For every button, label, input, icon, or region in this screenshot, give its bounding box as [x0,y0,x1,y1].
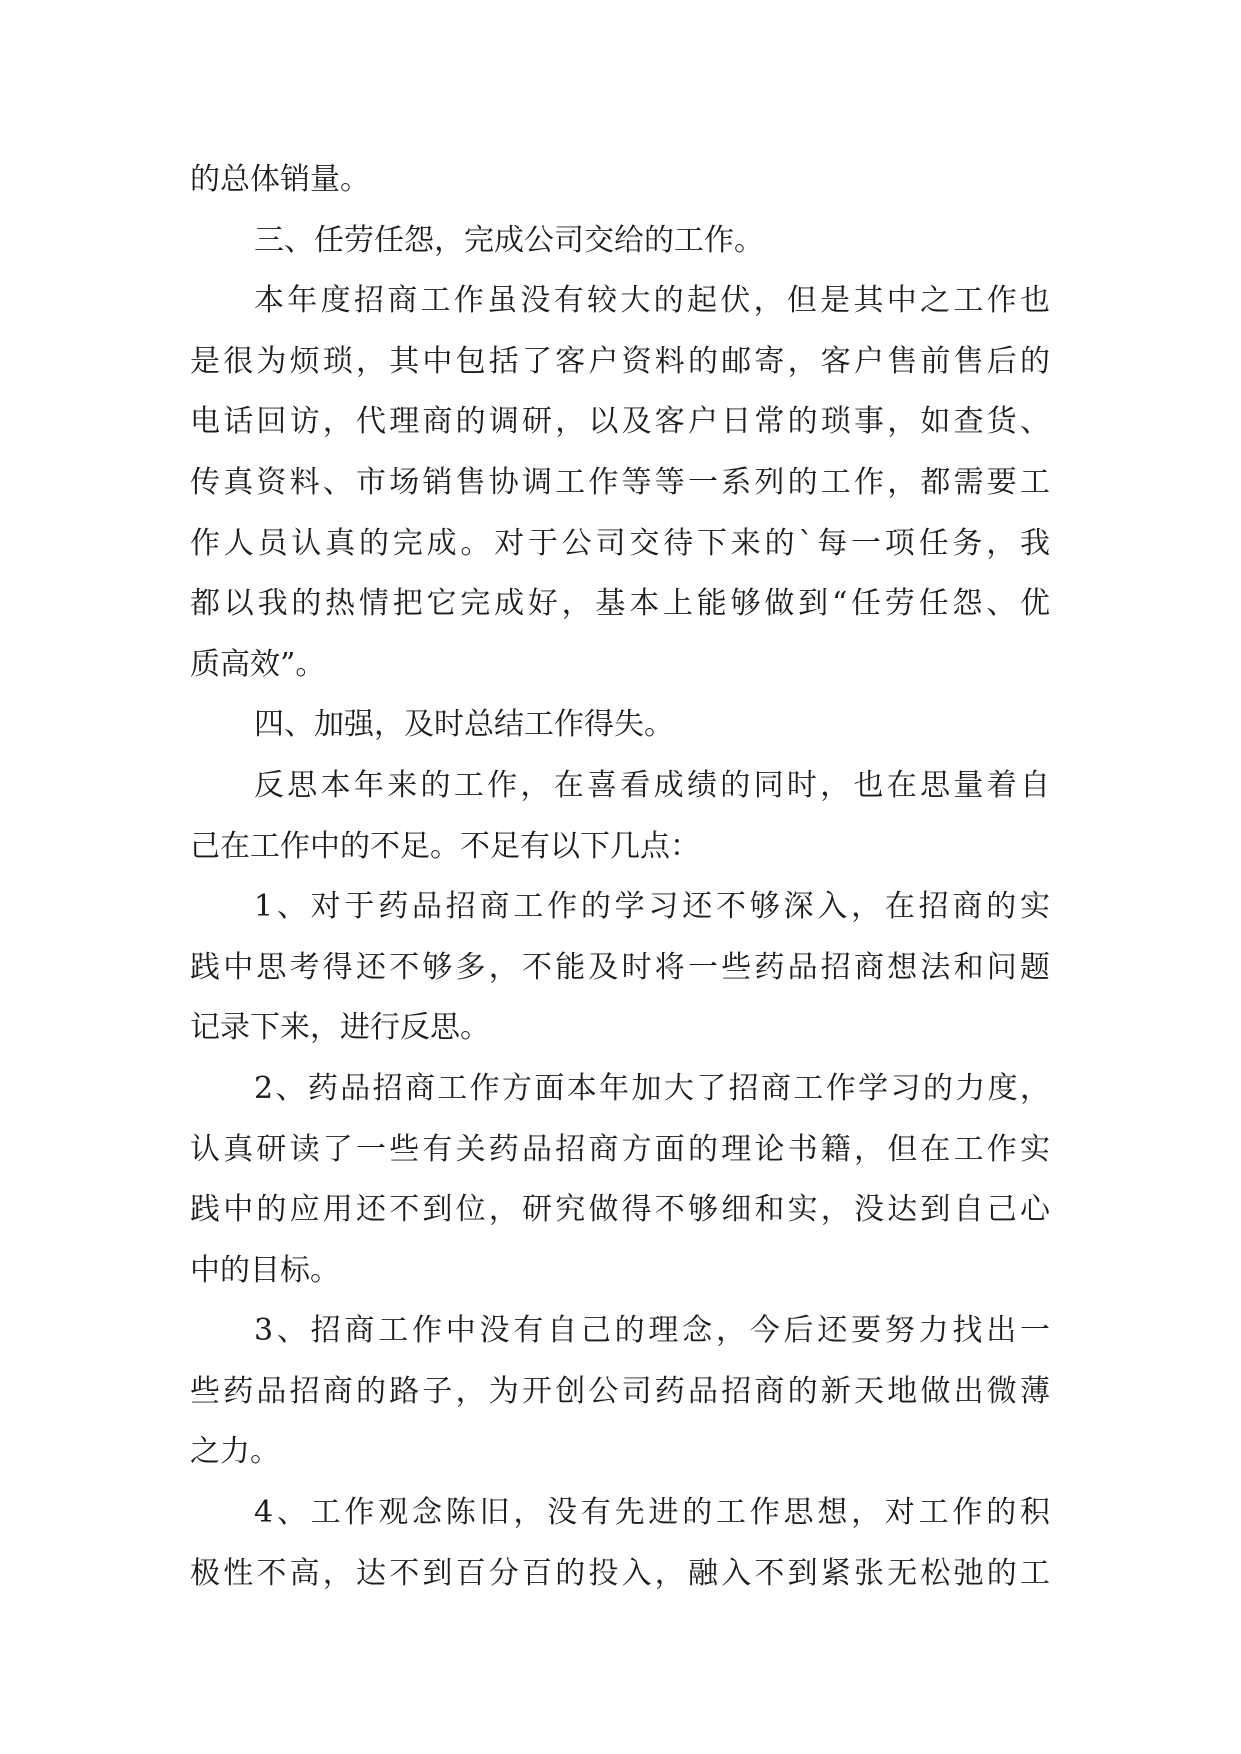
list-item-line: 认真研读了一些有关药品招商方面的理论书籍，但在工作实 [190,1131,1050,1167]
list-item-line: 3、招商工作中没有自己的理念，今后还要努力找出一 [254,1313,1050,1349]
paragraph-line: 都以我的热情把它完成好，基本上能够做到“任劳任怨、优 [190,586,1050,622]
document-body [190,150,1050,1604]
paragraph-line: 电话回访，代理商的调研，以及客户日常的琐事，如查货、 [190,404,1050,440]
text-line: 的总体销量。 [190,162,370,197]
section-heading: 四、加强，及时总结工作得失。 [254,707,674,743]
paragraph-line: 反思本年来的工作，在喜看成绩的同时，也在思量着自 [254,767,1050,803]
paragraph-line: 本年度招商工作虽没有较大的起伏，但是其中之工作也 [254,283,1050,319]
list-item-line: 践中的应用还不到位，研究做得不够细和实，没达到自己心 [190,1192,1050,1228]
paragraph-line: 己在工作中的不足。不足有以下几点： [190,828,700,864]
paragraph-line: 作人员认真的完成。对于公司交待下来的`每一项任务，我 [190,525,1050,561]
list-item-line: 些药品招商的路子，为开创公司药品招商的新天地做出微薄 [190,1373,1050,1409]
list-item-line: 之力。 [190,1434,280,1470]
section-heading: 三、任劳任怨，完成公司交给的工作。 [254,222,764,258]
list-item-line: 极性不高，达不到百分百的投入，融入不到紧张无松弛的工 [190,1555,1050,1591]
paragraph-line: 是很为烦琐，其中包括了客户资料的邮寄，客户售前售后的 [190,343,1050,379]
list-item-line: 中的目标。 [190,1252,340,1288]
paragraph-line: 传真资料、市场销售协调工作等等一系列的工作，都需要工 [190,464,1050,500]
list-item-line: 1、对于药品招商工作的学习还不够深入，在招商的实 [254,889,1050,925]
list-item-line: 4、工作观念陈旧，没有先进的工作思想，对工作的积 [254,1495,1050,1531]
paragraph-line: 质高效”。 [190,646,326,682]
list-item-line: 2、药品招商工作方面本年加大了招商工作学习的力度， [254,1070,1050,1106]
list-item-line: 记录下来，进行反思。 [190,1010,490,1046]
list-item-line: 践中思考得还不够多，不能及时将一些药品招商想法和问题 [190,949,1050,985]
